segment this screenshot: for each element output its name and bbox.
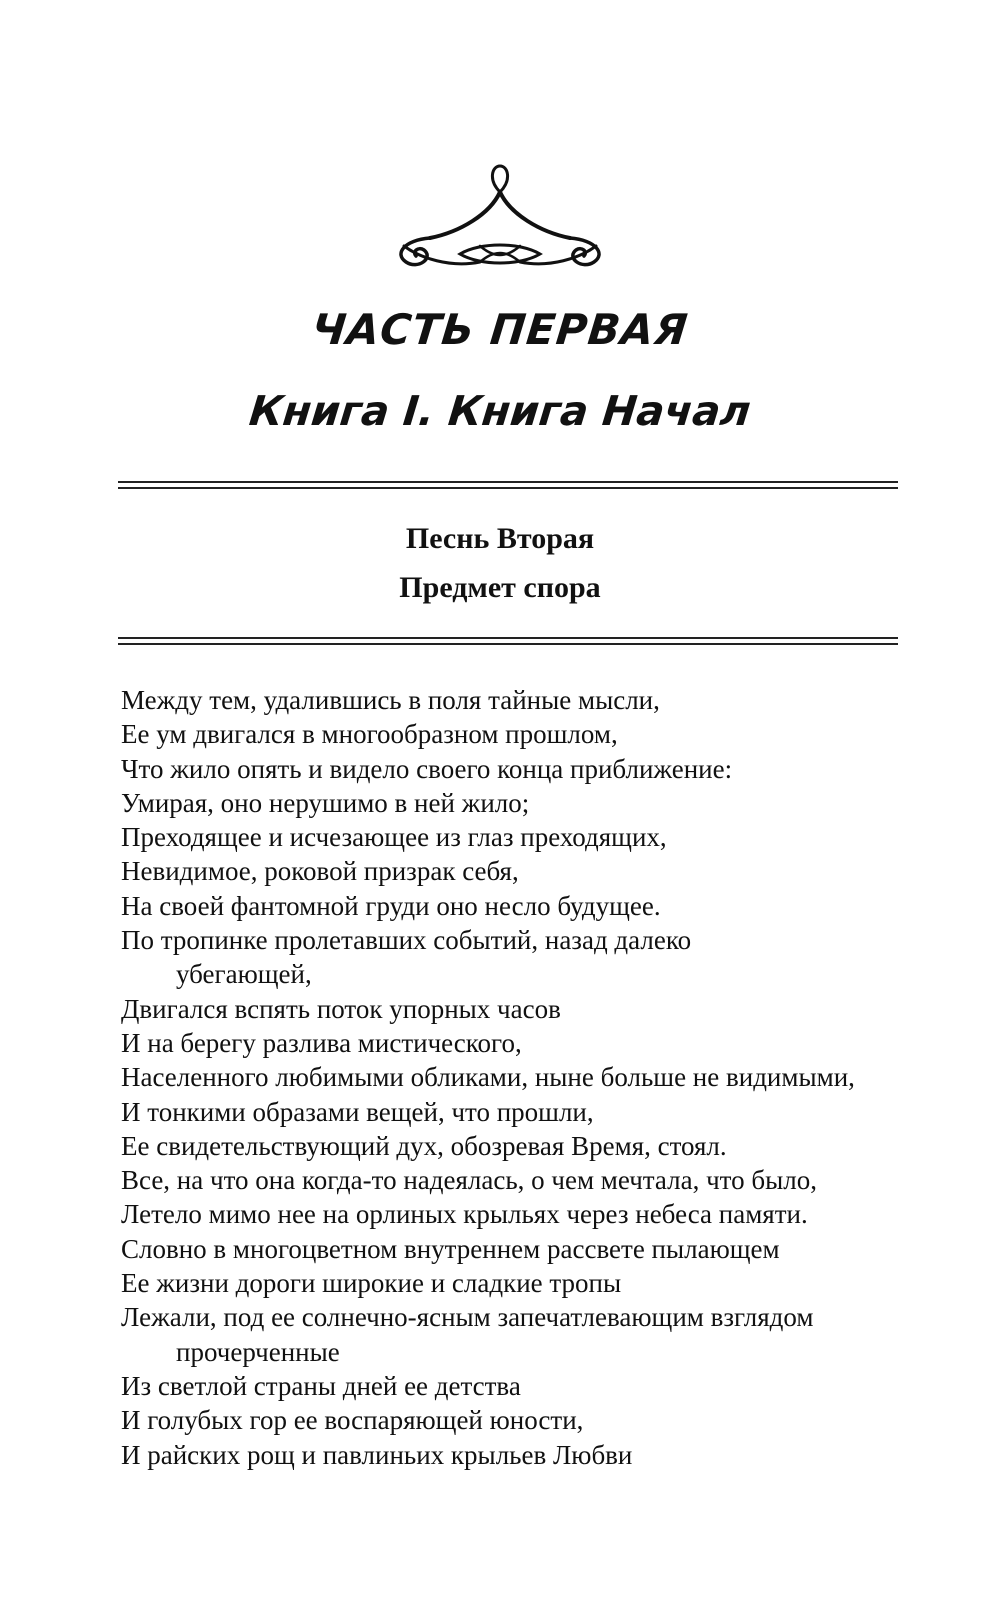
poem-line: Преходящее и исчезающее из глаз преходящих,: [121, 822, 667, 853]
canto-title: Песнь Вторая: [405, 522, 595, 555]
poem-line: Ее жизни дороги широкие и сладкие тропы: [121, 1268, 622, 1299]
poem-line: И на берегу разлива мистического,: [121, 1027, 522, 1058]
poem-line: Населенного любимыми обликами, ныне больше не видимыми,: [121, 1062, 855, 1093]
poem-line: По тропинке пролетавших событий, назад далеко: [121, 925, 692, 956]
poem-text: [121, 683, 921, 1472]
poem-line-continuation: убегающей,: [176, 959, 312, 990]
poem-line: Умирая, оно нерушимо в ней жило;: [121, 787, 530, 818]
poem-line: И голубых гор ее воспаряющей юности,: [121, 1405, 584, 1436]
poem-line: Из светлой страны дней ее детства: [121, 1370, 521, 1401]
double-rule-divider: [118, 481, 898, 489]
part-title: ЧАСТЬ ПЕРВАЯ: [309, 305, 691, 354]
flourish-ornament-icon: [390, 162, 610, 274]
canto-subtitle: Предмет спора: [399, 571, 601, 604]
poem-line-continuation: прочерченные: [176, 1336, 340, 1367]
poem-line: Все, на что она когда-то надеялась, о чем мечтала, что было,: [121, 1165, 817, 1196]
poem-line: Невидимое, роковой призрак себя,: [121, 856, 519, 887]
poem-line: И райских рощ и павлиньих крыльев Любви: [121, 1439, 633, 1470]
poem-line: Словно в многоцветном внутреннем рассвете пылающем: [121, 1233, 780, 1264]
poem-line: Ее свидетельствующий дух, обозревая Время, стоял.: [121, 1130, 727, 1161]
poem-line: Что жило опять и видело своего конца приближение:: [121, 753, 733, 784]
poem-line: Ее ум двигался в многообразном прошлом,: [121, 719, 618, 750]
poem-line: Летело мимо нее на орлиных крыльях через небеса памяти.: [121, 1199, 808, 1230]
poem-line: И тонкими образами вещей, что прошли,: [121, 1096, 594, 1127]
poem-line: Двигался вспять поток упорных часов: [121, 993, 561, 1024]
poem-line: На своей фантомной груди оно несло будущее.: [121, 890, 661, 921]
book-title: Книга I. Книга Начал: [247, 387, 753, 435]
poem-line: Лежали, под ее солнечно-ясным запечатлевающим взглядом: [121, 1302, 814, 1333]
poem-line: Между тем, удалившись в поля тайные мысли,: [121, 685, 660, 715]
double-rule-divider: [118, 637, 898, 645]
